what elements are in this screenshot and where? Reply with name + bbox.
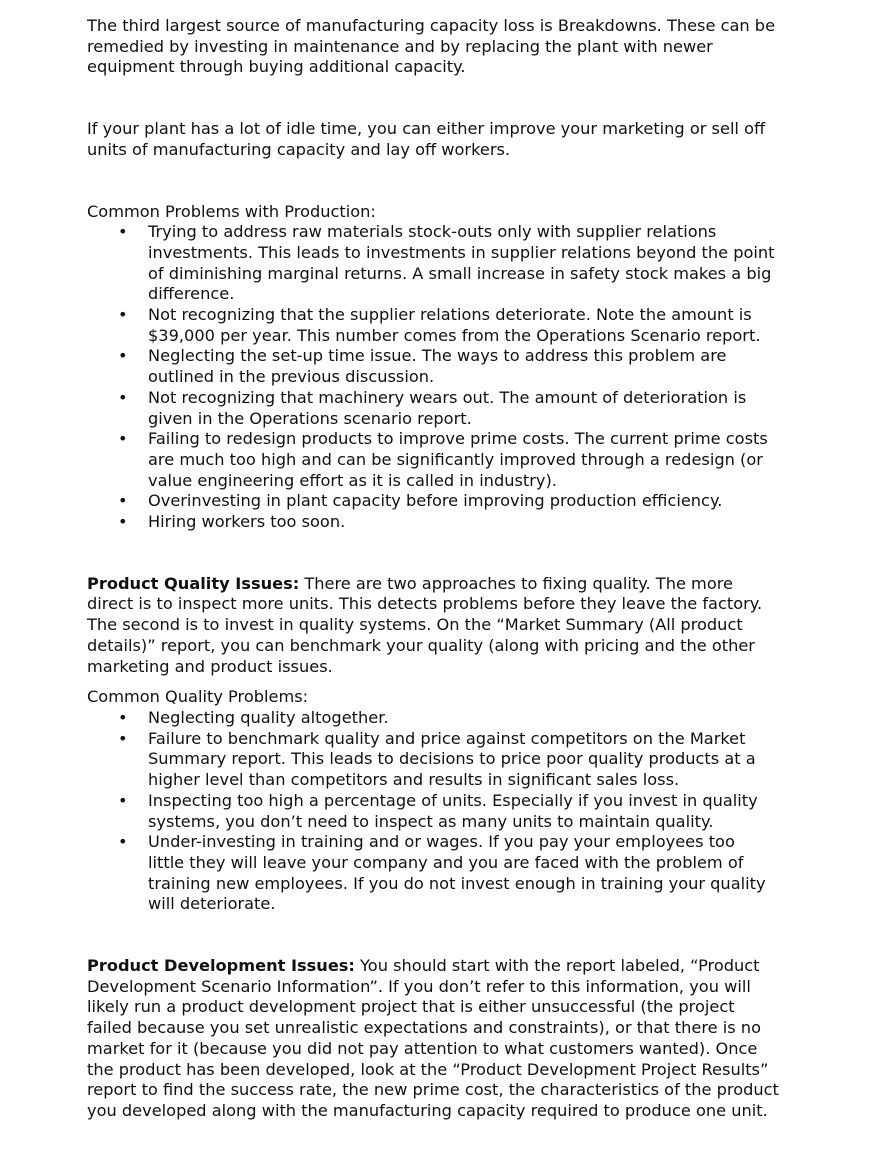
bullet-icon: • <box>118 512 128 532</box>
list-item <box>87 429 827 491</box>
list-item <box>87 791 827 832</box>
development-issues-text: You should start with the report labeled, “Product Development Scenario Information”. If you don’t refer to this information, you will likely run a product development project that is either unsuccessful (the project failed because you set unrealistic expectations and constraints), or that there is no market for it (because you did not pay attention to what customers wanted). Once the product has been developed, look at the “Product Development Project Results” report to find the success rate, the new prime cost, the characteristics of the product you developed along with the manufacturing capacity required to produce one unit. <box>87 956 779 1120</box>
list-item <box>87 305 827 346</box>
bullet-icon: • <box>118 387 128 407</box>
list-item-text: Under-investing in training and or wages. If you pay your employees too little they will leave your company and you are faced with the problem of training new employees. If you do not invest enough in training your quality will deteriorate. <box>148 832 766 914</box>
list-item <box>87 388 827 429</box>
paragraph-breakdowns: The third largest source of manufacturing capacity loss is Breakdowns. These can be remedied by investing in maintenance and by replacing the plant with newer equipment through buying additional capacity. <box>87 16 776 77</box>
document-page <box>87 16 827 1122</box>
development-issues-label: Product Development Issues: <box>87 956 355 976</box>
bullet-icon: • <box>118 305 128 325</box>
quality-problems-heading: Common Quality Problems: <box>87 687 309 707</box>
list-item-text: Not recognizing that the supplier relations deteriorate. Note the amount is $39,000 per year. This number comes from the Operations Scenario report. <box>148 305 761 345</box>
list-item <box>87 708 827 729</box>
list-item <box>87 512 827 533</box>
list-item-text: Overinvesting in plant capacity before improving production efficiency. <box>148 491 723 511</box>
list-item-text: Hiring workers too soon. <box>148 512 346 532</box>
list-item-text: Not recognizing that machinery wears out. The amount of deterioration is given in the Operations scenario report. <box>148 387 747 428</box>
bullet-icon: • <box>118 222 128 242</box>
list-item <box>87 729 827 791</box>
production-problems-list <box>87 222 827 533</box>
list-item-text: Trying to address raw materials stock-outs only with supplier relations investments. This leads to investments in supplier relations beyond the point of diminishing marginal returns. A small increase in safety stock makes a big difference. <box>148 222 775 304</box>
list-item-text: Failure to benchmark quality and price against competitors on the Market Summary report. This leads to decisions to price poor quality products at a higher level than competitors and results in significant sales loss. <box>148 728 756 790</box>
paragraph-development-issues <box>87 956 827 1122</box>
quality-problems-list <box>87 708 827 915</box>
list-item-text: Neglecting the set-up time issue. The ways to address this problem are outlined in the previous discussion. <box>148 346 727 387</box>
production-problems-heading: Common Problems with Production: <box>87 201 376 221</box>
bullet-icon: • <box>118 491 128 511</box>
list-item-text: Failing to redesign products to improve prime costs. The current prime costs are much too high and can be significantly improved through a redesign (or value engineering effort as it is called in industry). <box>148 429 768 490</box>
quality-issues-label: Product Quality Issues: <box>87 573 300 593</box>
bullet-icon: • <box>118 346 128 366</box>
list-item <box>87 832 827 915</box>
bullet-icon: • <box>118 728 128 748</box>
bullet-icon: • <box>118 832 128 852</box>
list-item <box>87 491 827 512</box>
list-item <box>87 222 827 305</box>
list-item <box>87 346 827 387</box>
list-item-text: Neglecting quality altogether. <box>148 707 389 727</box>
paragraph-idle-time: If your plant has a lot of idle time, you can either improve your marketing or sell off units of manufacturing capacity and lay off workers. <box>87 119 766 159</box>
list-item-text: Inspecting too high a percentage of units. Especially if you invest in quality systems, you don’t need to inspect as many units to maintain quality. <box>148 790 758 831</box>
bullet-icon: • <box>118 707 128 727</box>
paragraph-quality-issues <box>87 574 827 678</box>
quality-issues-text: There are two approaches to fixing quality. The more direct is to inspect more units. This detects problems before they leave the factory. The second is to invest in quality systems. On the “Market Summary (All product details)” report, you can benchmark your quality (along with pricing and the other marketing and product issues. <box>87 573 763 676</box>
bullet-icon: • <box>118 790 128 810</box>
bullet-icon: • <box>118 429 128 449</box>
